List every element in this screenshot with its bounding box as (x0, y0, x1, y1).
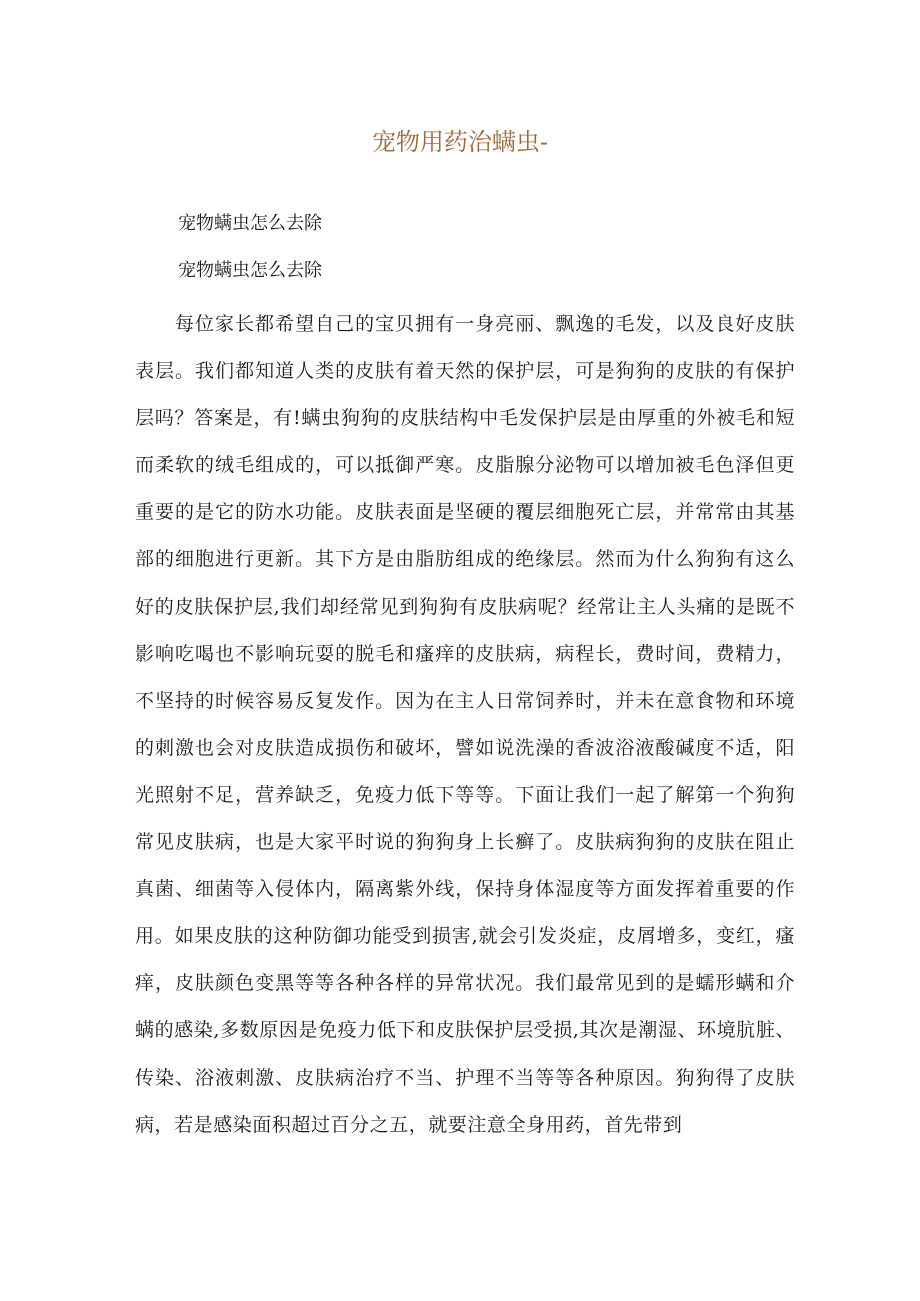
body-paragraph: 每位家长都希望自己的宝贝拥有一身亮丽、飘逸的毛发，以及良好皮肤表层。我们都知道人类的皮肤有着天然的保护层，可是狗狗的皮肤的有保护层吗？答案是，有!螨虫狗狗的皮肤结构中毛发保护层是由厚重的外被毛和短而柔软的绒毛组成的，可以抵御严寒。皮脂腺分泌物可以增加被毛色泽但更重要的是它的防水功能。皮肤表面是坚硬的覆层细胞死亡层，并常常由其基部的细胞进行更新。其下方是由脂肪组成的绝缘层。然而为什么狗狗有这么好的皮肤保护层,我们却经常见到狗狗有皮肤病呢？经常让主人头痛的是既不影响吃喝也不影响玩耍的脱毛和瘙痒的皮肤病，病程长，费时间，费精力，不坚持的时候容易反复发作。因为在主人日常饲养时，并未在意食物和环境的刺激也会对皮肤造成损伤和破坏，譬如说洗澡的香波浴液酸碱度不适，阳光照射不足，营养缺乏，免疫力低下等等。下面让我们一起了解第一个狗狗常见皮肤病，也是大家平时说的狗狗身上长癣了。皮肤病狗狗的皮肤在阻止真菌、细菌等入侵体内，隔离紫外线，保持身体湿度等方面发挥着重要的作用。如果皮肤的这种防御功能受到损害,就会引发炎症，皮屑增多，变红，瘙痒，皮肤颜色变黑等等各种各样的异常状况。我们最常见到的是蠕形螨和介螨的感染,多数原因是免疫力低下和皮肤保护层受损,其次是潮湿、环境肮脏、传染、浴液刺激、皮肤病治疗不当、护理不当等等各种原因。狗狗得了皮肤病，若是感染面积超过百分之五，就要注意全身用药，首先带到 (135, 313, 795, 1136)
document-title: 宠物用药治螨虫- (371, 128, 549, 156)
subheading-2: 宠物螨虫怎么去除 (178, 260, 322, 281)
subheading-1: 宠物螨虫怎么去除 (178, 213, 322, 234)
